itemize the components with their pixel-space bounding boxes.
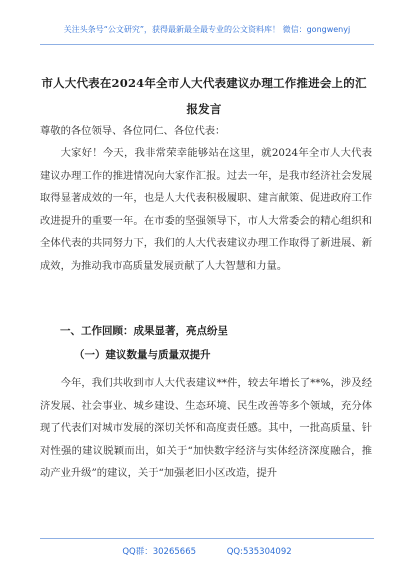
page-title: 市人大代表在2024年全市人大代表建议办理工作推进会上的汇报发言 xyxy=(41,76,367,116)
header-banner: 关注头条号“公文研究”，获得最新最全最专业的公文资料库！ 微信：gongwenyj xyxy=(40,24,374,45)
footer xyxy=(40,538,374,557)
subsection-heading: （一）建议数量与质量双提升 xyxy=(74,349,211,361)
footer-qq-number: QQ:535304092 xyxy=(226,547,292,557)
salutation: 尊敬的各位领导、各位同仁、各位代表： xyxy=(40,125,226,137)
paragraph-body: 今年，我们共收到市人大代表建议**件，较去年增长了**%，涉及经济发展、社会事业、城乡建设、生态环境、民生改善等多个领域，充分体现了代表们对城市发展的深切关怀和高度责任感。其中，一批高质量、针对性强的建议脱颖而出，如关于“加快数字经济与实体经济深度融合，推动产业升级”的建议，关于“加强老旧小区改造，提升 xyxy=(40,377,372,479)
paragraph-intro: 大家好！今天，我非常荣幸能够站在这里，就2024年全市人大代表建议办理工作的推进情况向大家作汇报。过去一年，是我市经济社会发展取得显著成效的一年，也是人大代表积极履职、建言献策、促进政府工作改进提升的重要一年。在市委的坚强领导下，市人大常委会的精心组织和全体代表的共同努力下，我们的人大代表建议办理工作取得了新进展、新成效，为推动我市高质量发展贡献了人大智慧和力量。 xyxy=(40,147,372,272)
footer-qq-group: QQ群：30265665 xyxy=(122,547,197,557)
section-heading: 一、工作回顾：成果显著，亮点纷呈 xyxy=(60,325,228,337)
